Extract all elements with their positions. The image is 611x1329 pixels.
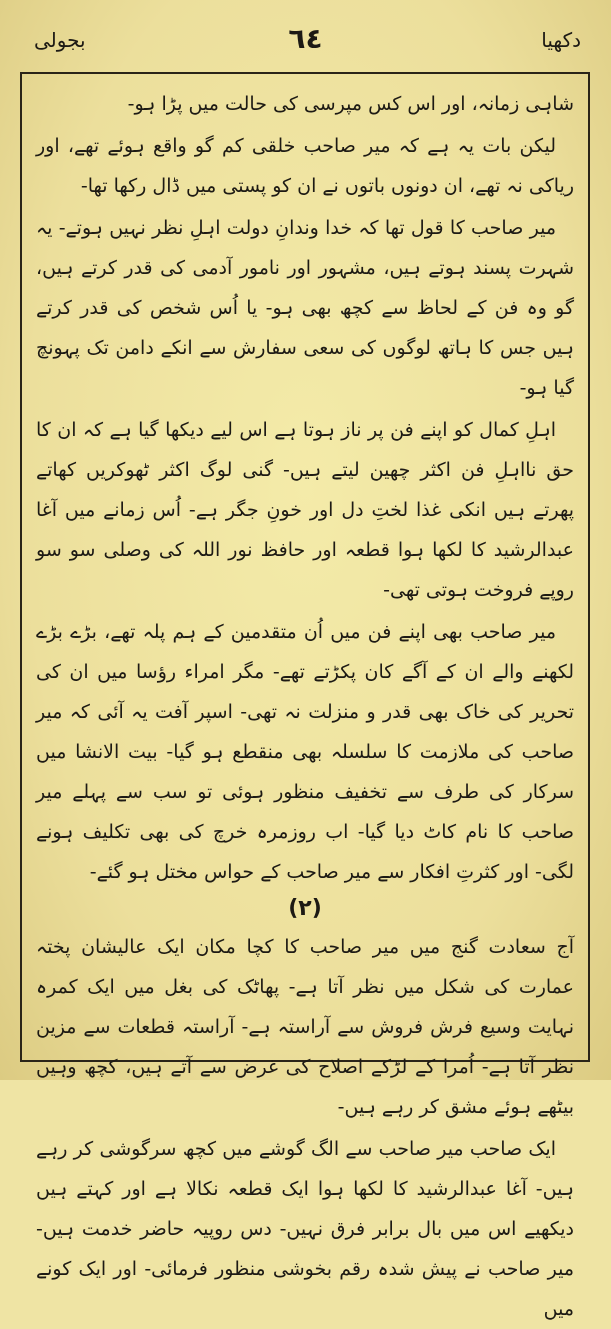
paragraph: ایک صاحب میر صاحب سے الگ گوشے میں کچھ سرگوشی کر رہے ہیں- آغا عبدالرشید کا لکھا ہوا ایک قطعہ نکالا ہے اور کہتے ہیں دیکھیے اس میں بال برابر فرق نہیں- دس روپیہ حاضر خدمت ہیں- میر صاحب نے پیش شدہ رقم بخوشی منظور فرمائی- اور ایک کونے میں (36, 1138, 574, 1320)
paragraph: میر صاحب بھی اپنے فن میں اُن متقدمین کے ہم پلہ تھے، بڑے بڑے لکھنے والے ان کے آگے کان پکڑتے تھے- مگر امراء رؤسا میں ان کی تحریر کی خاک بھی قدر و منزلت نہ تھی- اسپر آفت یہ آئی کہ میر صاحب کی ملازمت کا سلسلہ بھی منقطع ہو گیا- بیت الانشا میں سرکار کی طرف سے تخفیف منظور ہوئی تو سب سے پہلے میر صاحب کا نام کاٹ دیا گیا- اب روزمرہ خرچ کی بھی تکلیف ہونے لگی- اور کثرتِ افکار سے میر صاحب کے حواس مختل ہو گئے- (36, 621, 574, 883)
paragraph: اہلِ کمال کو اپنے فن پر ناز ہوتا ہے اس لیے دیکھا گیا ہے کہ ان کا حق نااہلِ فن اکثر چھین لیتے ہیں- گنی لوگ اکثر ٹھوکریں کھاتے پھرتے ہیں انکی غذا لختِ دل اور خونِ جگر ہے- اُس زمانے میں آغا عبدالرشید کا لکھا ہوا قطعہ اور حافظ نور اللہ کی وصلی سو سو روپے فروخت ہوتی تھی- (36, 419, 574, 601)
page-header (20, 22, 591, 72)
section-title: بجولی (34, 28, 86, 52)
paragraph: شاہی زمانہ، اور اس کس مپرسی کی حالت میں پڑا ہو- (127, 93, 574, 115)
paragraph: میر صاحب کا قول تھا کہ خدا وندانِ دولت اہلِ نظر نہیں ہوتے- یہ شہرت پسند ہوتے ہیں، مشہور اور نامور آدمی کی قدر کرتے ہیں، گو وہ فن کے لحاظ سے کچھ بھی ہو- یا اُس شخص کی قدر کرتے ہیں جس کا ہاتھ لوگوں کی سعی سفارش سے انکے دامن تک پہونچ گیا ہو- (36, 217, 574, 399)
page-number: ٦٤ (288, 22, 323, 55)
paragraph: لیکن بات یہ ہے کہ میر صاحب خلقی کم گو واقع ہوئے تھے، اور ریاکی نہ تھے، ان دونوں باتوں نے ان کو پستی میں ڈال رکھا تھا- (36, 135, 574, 197)
running-title: دکھیا (541, 28, 581, 52)
text-frame (20, 72, 590, 1320)
paragraph: آج سعادت گنج میں میر صاحب کا کچا مکان ایک عالیشان پختہ عمارت کی شکل میں نظر آتا ہے- پھاٹک کی بغل میں ایک کمرہ نہایت وسیع فرش فروش سے آراستہ ہے- آراستہ قطعات سے مزین نظر آتا ہے- اُمرا کے لڑکے اصلاح کی غرض سے آتے ہیں، کچھ وہیں بیٹھے ہوئے مشق کر رہے ہیں- (36, 936, 574, 1118)
section-number: (٢) (288, 896, 322, 921)
